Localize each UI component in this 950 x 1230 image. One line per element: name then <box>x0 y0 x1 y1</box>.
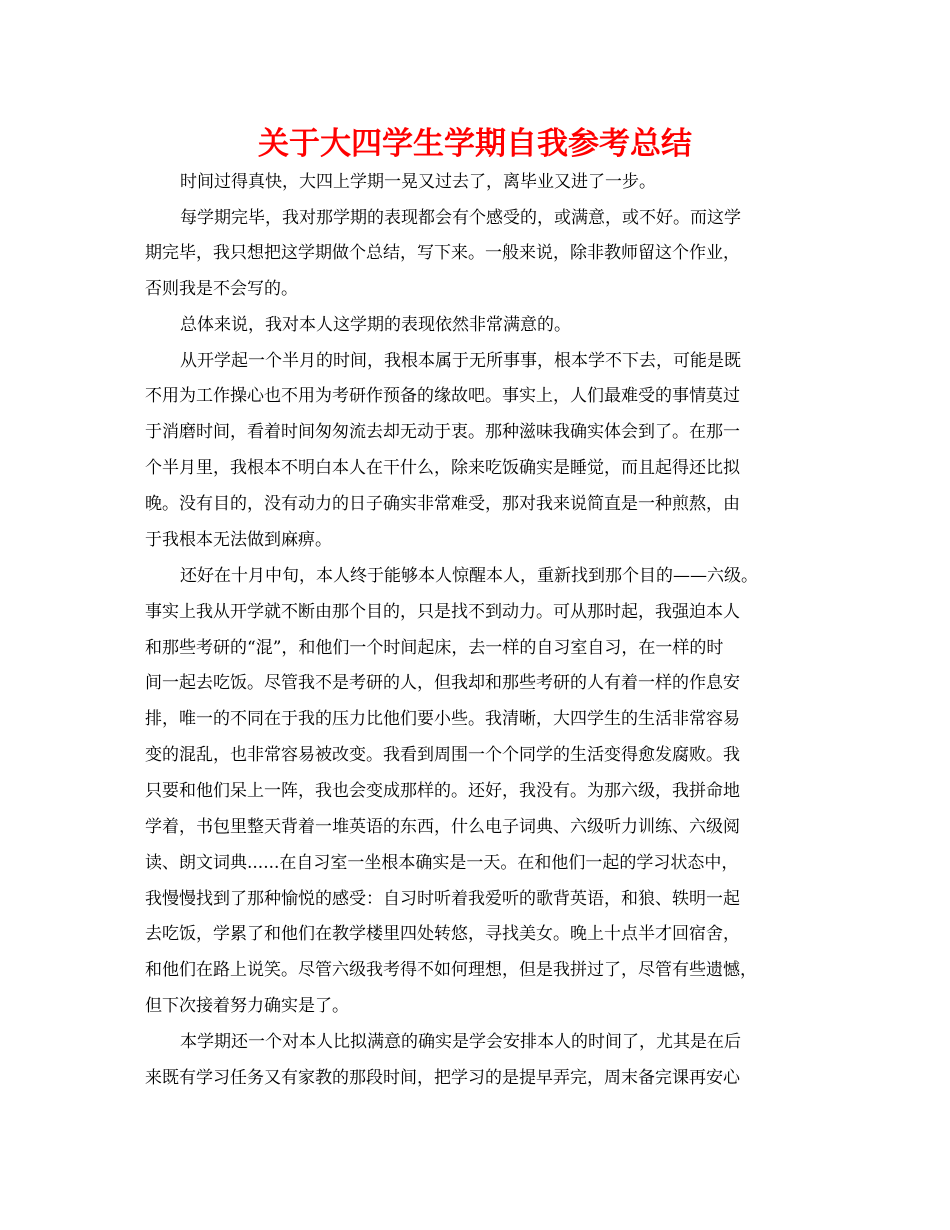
paragraph-line: 不用为工作操心也不用为考研作预备的缘故吧。事实上，人们最难受的事情莫过 <box>145 386 740 406</box>
paragraph-line: 来既有学习任务又有家教的那段时间，把学习的是提早弄完，周末备完课再安心 <box>145 1068 740 1088</box>
paragraph-line: 变的混乱，也非常容易被改变。我看到周围一个个同学的生活变得愈发腐败。我 <box>145 745 740 765</box>
paragraph-line: 从开学起一个半月的时间，我根本属于无所事事，根本学不下去，可能是既 <box>180 351 741 371</box>
paragraph-line: 个半月里，我根本不明白本人在干什么，除来吃饭确实是睡觉，而且起得还比拟 <box>145 458 740 478</box>
paragraph-line: 学着，书包里整天背着一堆英语的东西，什么电子词典、六级听力训练、六级阅 <box>145 817 740 837</box>
paragraph-line: 晚。没有目的，没有动力的日子确实非常难受，那对我来说简直是一种煎熬，由 <box>145 494 740 514</box>
paragraph-line: 于消磨时间，看着时间匆匆流去却无动于衷。那种滋味我确实体会到了。在那一 <box>145 422 740 442</box>
paragraph-line: 排，唯一的不同在于我的压力比他们要小些。我清晰，大四学生的生活非常容易 <box>145 709 740 729</box>
paragraph-line: 时间过得真快，大四上学期一晃又过去了，离毕业又进了一步。 <box>180 172 656 192</box>
paragraph-line: 和他们在路上说笑。尽管六级我考得不如何理想，但是我拼过了，尽管有些遗憾， <box>145 960 757 980</box>
paragraph-line: 每学期完毕，我对那学期的表现都会有个感受的，或满意，或不好。而这学 <box>180 208 741 228</box>
paragraph-line: 我慢慢找到了那种愉悦的感受：自习时听着我爱听的歌背英语，和狼、轶明一起 <box>145 889 740 909</box>
paragraph-line: 总体来说，我对本人这学期的表现依然非常满意的。 <box>180 315 571 335</box>
paragraph-line: 期完毕，我只想把这学期做个总结，写下来。一般来说，除非教师留这个作业， <box>145 243 740 263</box>
document-title: 关于大四学生学期自我参考总结 <box>258 126 692 162</box>
paragraph-line: 和那些考研的“混”，和他们一个时间起床，去一样的自习室自习，在一样的时 <box>145 638 724 658</box>
paragraph-line: 事实上我从开学就不断由那个目的，只是找不到动力。可从那时起，我强迫本人 <box>145 602 740 622</box>
paragraph-line: 读、朗文词典......在自习室一坐根本确实是一天。在和他们一起的学习状态中， <box>145 853 739 873</box>
paragraph-line: 于我根本无法做到麻痹。 <box>145 530 332 550</box>
paragraph-line: 还好在十月中旬，本人终于能够本人惊醒本人，重新找到那个目的——六级。 <box>180 566 758 586</box>
paragraph-line: 本学期还一个对本人比拟满意的确实是学会安排本人的时间了，尤其是在后 <box>180 1032 741 1052</box>
paragraph-line: 但下次接着努力确实是了。 <box>145 996 349 1016</box>
paragraph-line: 只要和他们呆上一阵，我也会变成那样的。还好，我没有。为那六级，我拼命地 <box>145 781 740 801</box>
paragraph-line: 否则我是不会写的。 <box>145 279 298 299</box>
paragraph-line: 间一起去吃饭。尽管我不是考研的人，但我却和那些考研的人有着一样的作息安 <box>145 673 740 693</box>
paragraph-line: 去吃饭，学累了和他们在教学楼里四处转悠，寻找美女。晚上十点半才回宿舍， <box>145 924 740 944</box>
